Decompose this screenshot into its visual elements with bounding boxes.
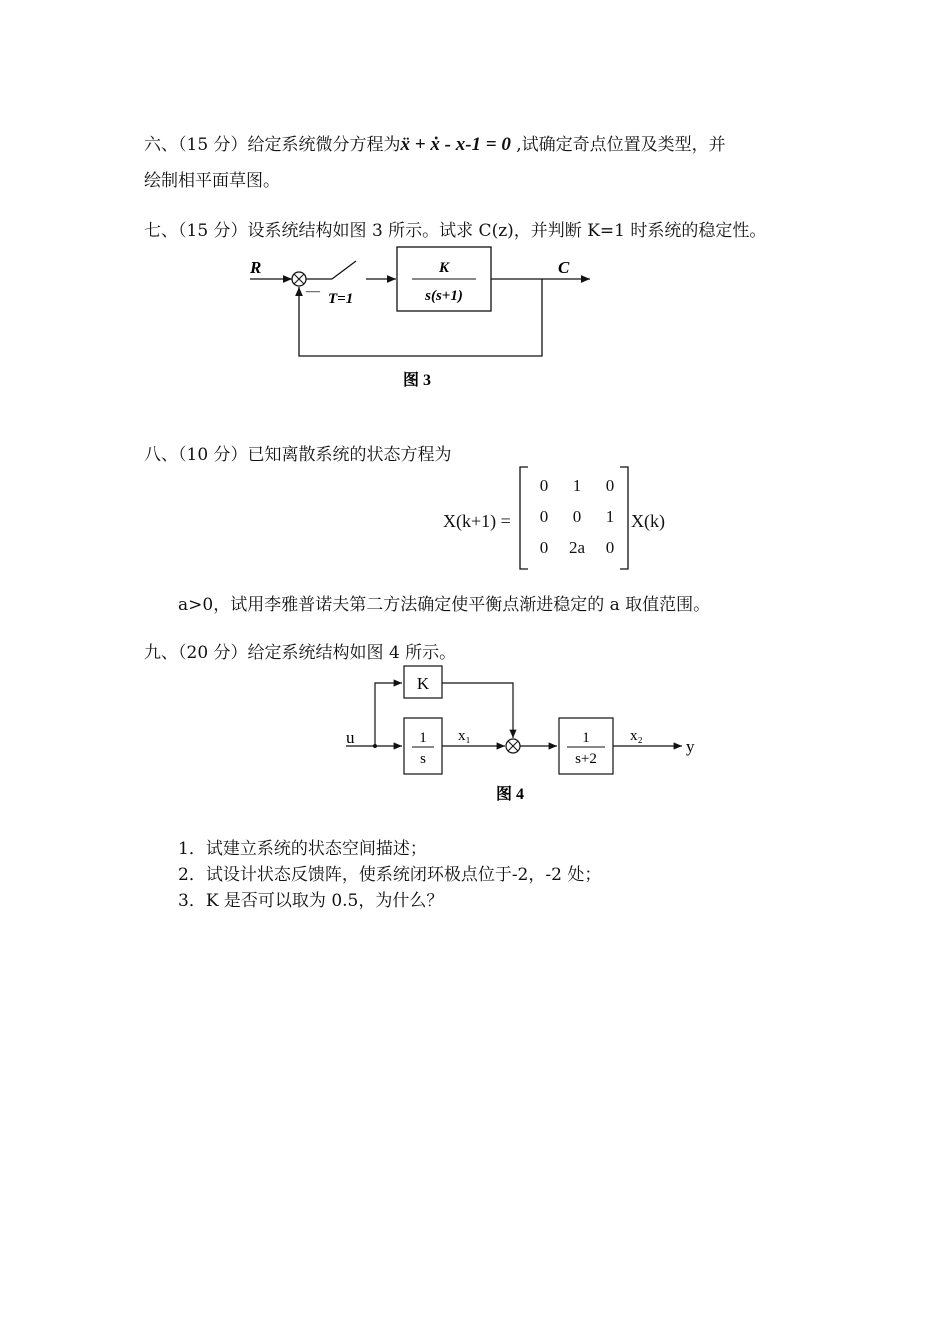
- fig3-caption: 图 3: [402, 372, 432, 389]
- figure-4-diagram: [340, 660, 710, 810]
- q9-item-1: 1．试建立系统的状态空间描述；: [178, 839, 427, 859]
- matrix-cell: 1: [605, 507, 615, 526]
- fig3-minus-sign: —: [306, 284, 320, 299]
- matrix-cell: 1: [572, 476, 582, 495]
- fig3-input-label: R: [250, 258, 262, 277]
- fig4-gain-label: K: [416, 674, 430, 693]
- fig3-sampler-switch: [332, 261, 356, 279]
- q6-prefix: 六、（15 分）给定系统微分方程为: [144, 135, 401, 155]
- fig3-sampler-label: T=1: [328, 291, 354, 307]
- matrix-cell: 0: [572, 507, 582, 526]
- q6-line1: [144, 130, 726, 156]
- q7-text: 七、（15 分）设系统结构如图 3 所示。试求 C(z)，并判断 K=1 时系统的稳定性。: [144, 221, 767, 241]
- fig4-block1-num: 1: [419, 730, 427, 746]
- q8-rhs: X(k): [631, 511, 665, 531]
- q6-line2: 绘制相平面草图。: [144, 171, 280, 191]
- fig3-output-label: C: [558, 258, 570, 277]
- fig3-block-denominator: s(s+1): [425, 288, 463, 304]
- q8-matrix: [524, 476, 624, 566]
- q9-items: [178, 836, 601, 914]
- matrix-cell: 0: [539, 538, 549, 557]
- fig4-block1-den: s: [420, 751, 426, 767]
- q9-item-3: 3．K 是否可以取为 0.5，为什么？: [178, 891, 444, 911]
- matrix-cell: 0: [539, 476, 549, 495]
- q8-text: 八、（10 分）已知离散系统的状态方程为: [144, 445, 452, 465]
- q8-condition: a>0，试用李雅普诺夫第二方法确定使平衡点渐进稳定的 a 取值范围。: [178, 595, 711, 615]
- q8-lhs: X(k+1) =: [443, 511, 511, 531]
- matrix-cell: 2a: [568, 538, 586, 557]
- matrix-cell: 0: [605, 476, 615, 495]
- matrix-cell: 0: [605, 538, 615, 557]
- q6-suffix: ,试确定奇点位置及类型，并: [510, 135, 726, 155]
- fig3-block-numerator: K: [438, 260, 450, 276]
- figure-3-diagram: [240, 245, 620, 395]
- q9-item-2: 2．试设计状态反馈阵，使系统闭环极点位于-2，-2 处；: [178, 865, 602, 885]
- q6-equation: ẍ + ẋ - x-1 = 0: [400, 134, 511, 155]
- fig4-x2-label: x₂: [630, 728, 643, 744]
- fig4-output-label: y: [686, 737, 695, 756]
- fig4-block2-den: s+2: [575, 751, 597, 767]
- matrix-cell: 0: [539, 507, 549, 526]
- fig4-block2-num: 1: [582, 730, 590, 746]
- q9-text: 九、（20 分）给定系统结构如图 4 所示。: [144, 643, 457, 663]
- fig4-caption: 图 4: [495, 786, 525, 803]
- fig4-x1-label: x₁: [458, 728, 471, 744]
- fig4-input-label: u: [346, 728, 355, 747]
